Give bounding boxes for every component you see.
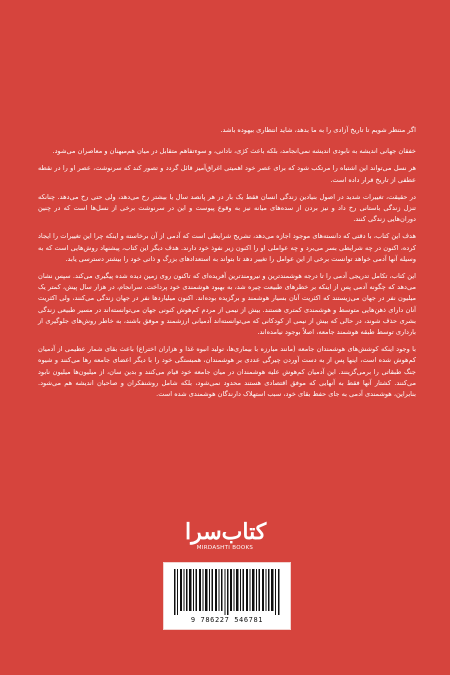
barcode-icon bbox=[174, 569, 280, 615]
blurb-paragraph-2: خفقان جهانی اندیشه به نابودی اندیشه نمی‌انجامد، بلکه باعث کژی، نادانی، و سوءتفاهم متقابل در میان هم‌میهنان و معاصران می‌شود. bbox=[52, 147, 416, 156]
isbn-number: 9 786227 546781 bbox=[190, 616, 264, 624]
blurb-paragraph-4: در حقیقت، تغییرات شدید در اصول بنیادین زندگی انسان فقط یک بار در هر پانصد سال یا بیشتر رخ می‌دهد، ولی حتی رخ می‌دهد. چنانکه تنزل زندگی باستانی رخ داد و نیز بردن از سده‌های میانه نیز به وقوع پیوست و این در سرنوشت برخی از نسل‌ها است که در چنین دوران‌هایی زندگی کنند. bbox=[38, 192, 416, 224]
blurb-paragraph-1: اگر منتظر شویم تا تاریخ آزادی را به ما بدهد، شاید انتظاری بیهوده باشد. bbox=[220, 126, 416, 134]
barcode-panel bbox=[163, 562, 291, 630]
blurb-paragraph-5: هدف این کتاب، با دقتی که دانسته‌های موجود اجازه می‌دهد، تشریح شرایطی است که آدمی از آن برخاسته و اینکه چرا این تغییرات را ایجاد کرده، اکنون در چه شرایطی بسر می‌برد و چه عواملی او را اکنون زیر نفوذ خود دارند. هدف دیگر این کتاب، پیشنهاد روش‌هایی است که به وسیله آنها آدمی خواهد توانست برخی از این عوامل را تغییر دهد تا بتواند به استعدادهای بزرگ و ذاتی خود را بیشتر دسترسی یابد. bbox=[38, 232, 416, 263]
publisher-logo-mark: کتاب‌سرا bbox=[185, 519, 267, 545]
blurb-paragraph-3: هر نسل می‌تواند این اشتباه را مرتکب شود که برای عصر خود اهمیتی اغراق‌آمیز قائل گردد و تصور کند که سرنوشت، عصر او را در نقطه عطفی از تاریخ قرار داده است. bbox=[38, 164, 416, 184]
blurb-text bbox=[38, 125, 416, 406]
blurb-paragraph-6: این کتاب، تکامل تدریجی آدمی را تا درجه هوشمندترین و نیرومندترین آفریده‌ای که تاکنون روی زمین دیده شده پیگیری می‌کند. سپس نشان می‌دهد که چگونه آدمی پس از اینکه بر خطرهای طبیعت چیره شد، به بهبود هوشمندی خود پرداخت. سرانجام، در هزار سال پیش، کمتر یک میلیون نفر در جهان می‌زیستند که اکثریت آنان بسیار هوشمند و برگزیده بوده‌اند. اکنون میلیاردها نفر در جهان زندگی می‌کنند، ولی اکثریت آنان دارای ذهن‌هایی متوسط و هوشمندی کمتری هستند. بیش از نیمی از مردم کم‌هوش کنونی جهان می‌توانسته‌اند در مسیر طبیعی زندگی بشری حذف شوند، در حالی که بیش از نیمی از کودکانی که می‌توانسته‌اند آدمیانی ارزشمند و موفق باشند، به خاطر روش‌های جلوگیری از بارداری توسط طبقه هوشمند جامعه، اصلاً بوجود نیامده‌اند. bbox=[38, 272, 416, 337]
blurb-paragraph-7: با وجود اینکه کوشش‌های هوشمندان جامعه (مانند مبارزه با بیماری‌ها، تولید انبوه غذا و هزاران اختراع) باعث بقای شمار عظیمی از آدمیان کم‌هوش شده است، اینها پس از به دست آوردن چیرگی عددی بر هوشمندان، همبستگی خود را با دیگر اعضای جامعه رها می‌کنند و شیوه جنگ طبقاتی را برمی‌گزینند. این آدمیان کم‌هوش علیه هوشمندان در میان جامعه خود قیام می‌کنند و بدین سان، از میلیون‌ها میلیون نابود می‌کنند. کشتار آنها فقط به آنهایی که موفق اقتصادی هستند محدود نمی‌شود، بلکه شامل روشنفکران و صاحبان اندیشه هم می‌شود. بنابراین، هوشمندی آدمی به جای حفظ بقای خود، سبب استهلاک دارندگان هوشمندی شده است. bbox=[38, 345, 416, 399]
publisher-name: MIRDASHTI BOOKS bbox=[196, 545, 254, 551]
publisher-logo bbox=[185, 520, 265, 551]
